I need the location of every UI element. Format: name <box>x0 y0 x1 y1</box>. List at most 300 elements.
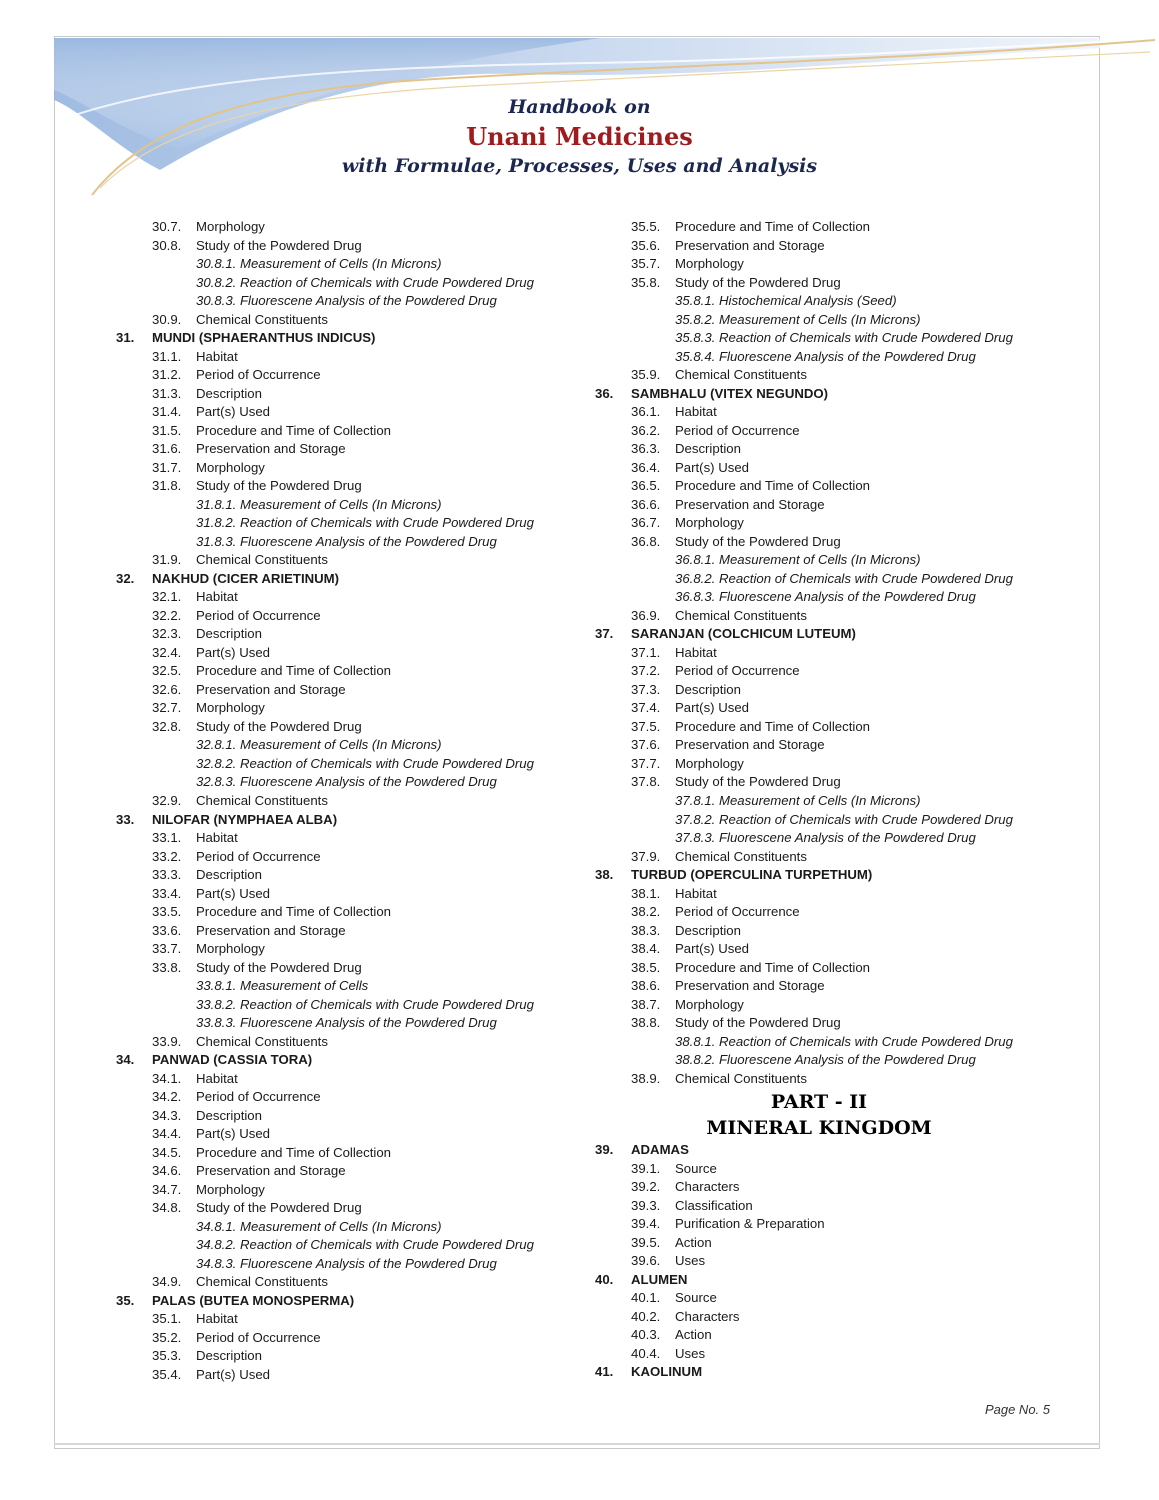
toc-entry-text: Part(s) Used <box>196 1366 271 1382</box>
toc-entry-text: Chemical Constituents <box>675 607 807 623</box>
toc-entry-text: 34.8.3. Fluorescene Analysis of the Powdered Drug <box>196 1255 497 1271</box>
toc-entry <box>110 848 590 867</box>
toc-entry <box>110 1310 590 1329</box>
toc-entry <box>110 829 590 848</box>
toc-entry-number: 37. <box>595 626 614 642</box>
toc-entry-number: 34.1. <box>152 1070 182 1086</box>
toc-entry-text: KAOLINUM <box>631 1364 703 1380</box>
toc-subentry <box>110 292 590 311</box>
toc-section-heading <box>110 329 590 348</box>
toc-entry <box>589 940 1069 959</box>
toc-entry-number: 35.6. <box>631 237 661 253</box>
toc-entry-text: Period of Occurrence <box>196 848 321 864</box>
toc-entry <box>589 1252 1069 1271</box>
toc-entry <box>110 237 590 256</box>
toc-entry <box>589 366 1069 385</box>
toc-entry <box>589 977 1069 996</box>
toc-entry-number: 31.1. <box>152 348 182 364</box>
toc-entry-number: 37.4. <box>631 700 661 716</box>
toc-entry-text: Description <box>675 922 741 938</box>
toc-entry-number: 32.6. <box>152 681 182 697</box>
toc-entry <box>589 959 1069 978</box>
toc-entry-text: 33.8.2. Reaction of Chemicals with Crude Powdered Drug <box>196 996 534 1012</box>
toc-subentry <box>589 588 1069 607</box>
toc-section-heading <box>589 385 1069 404</box>
toc-entry-number: 39. <box>595 1142 614 1158</box>
toc-entry-number: 39.3. <box>631 1197 661 1213</box>
toc-entry-text: Habitat <box>196 1311 238 1327</box>
toc-entry-text: MUNDI (SPHAERANTHUS INDICUS) <box>152 330 376 346</box>
toc-entry <box>589 459 1069 478</box>
toc-subentry <box>110 274 590 293</box>
toc-entry <box>110 885 590 904</box>
toc-entry-text: Part(s) Used <box>196 644 271 660</box>
toc-entry <box>110 385 590 404</box>
toc-entry-text: Chemical Constituents <box>196 311 328 327</box>
toc-entry-text: Preservation and Storage <box>675 978 825 994</box>
toc-entry-text: Period of Occurrence <box>675 663 800 679</box>
toc-entry-number: 40.2. <box>631 1308 661 1324</box>
toc-entry <box>110 1329 590 1348</box>
toc-entry <box>589 440 1069 459</box>
toc-entry-text: Preservation and Storage <box>196 441 346 457</box>
toc-entry <box>589 1178 1069 1197</box>
toc-entry-text: 30.8.3. Fluorescene Analysis of the Powdered Drug <box>196 293 497 309</box>
toc-entry-text: 36.8.2. Reaction of Chemicals with Crude Powdered Drug <box>675 570 1013 586</box>
toc-subentry <box>589 348 1069 367</box>
toc-entry <box>589 1215 1069 1234</box>
toc-entry-number: 34.8. <box>152 1200 182 1216</box>
toc-entry-number: 40.1. <box>631 1290 661 1306</box>
toc-entry <box>110 1181 590 1200</box>
toc-entry-text: 38.8.2. Fluorescene Analysis of the Powdered Drug <box>675 1052 976 1068</box>
toc-entry-number: 35.2. <box>152 1329 182 1345</box>
toc-entry-text: Preservation and Storage <box>675 237 825 253</box>
toc-entry-text: Part(s) Used <box>675 941 750 957</box>
toc-entry <box>110 1125 590 1144</box>
toc-entry-text: 32.8.1. Measurement of Cells (In Microns) <box>196 737 442 753</box>
toc-entry-number: 37.1. <box>631 644 661 660</box>
toc-entry-number: 37.9. <box>631 848 661 864</box>
toc-entry <box>110 1366 590 1385</box>
toc-entry-text: Procedure and Time of Collection <box>675 959 870 975</box>
toc-entry-text: Classification <box>675 1197 753 1213</box>
toc-entry-number: 38.1. <box>631 885 661 901</box>
toc-entry-number: 31.7. <box>152 459 182 475</box>
toc-entry-text: Description <box>196 867 262 883</box>
toc-subentry <box>110 736 590 755</box>
toc-entry <box>110 959 590 978</box>
toc-entry-text: 34.8.1. Measurement of Cells (In Microns) <box>196 1218 442 1234</box>
toc-entry <box>110 903 590 922</box>
toc-entry-number: 31.9. <box>152 552 182 568</box>
toc-entry-text: TURBUD (OPERCULINA TURPETHUM) <box>631 867 873 883</box>
toc-subentry <box>110 1236 590 1255</box>
toc-entry <box>110 792 590 811</box>
toc-entry-text: Habitat <box>675 644 717 660</box>
toc-entry <box>110 1088 590 1107</box>
toc-entry-text: Chemical Constituents <box>196 552 328 568</box>
toc-entry <box>589 403 1069 422</box>
toc-entry-number: 36.7. <box>631 515 661 531</box>
toc-section-heading <box>110 1051 590 1070</box>
toc-entry-number: 38.9. <box>631 1070 661 1086</box>
toc-entry-text: Part(s) Used <box>196 885 271 901</box>
toc-entry <box>110 1070 590 1089</box>
toc-entry-text: 31.8.1. Measurement of Cells (In Microns) <box>196 496 442 512</box>
toc-entry-number: 33.8. <box>152 959 182 975</box>
toc-entry-text: ALUMEN <box>631 1271 688 1287</box>
toc-entry-text: Period of Occurrence <box>675 904 800 920</box>
toc-entry-number: 36.2. <box>631 422 661 438</box>
toc-entry <box>589 718 1069 737</box>
toc-subentry <box>589 1033 1069 1052</box>
toc-entry-text: 31.8.2. Reaction of Chemicals with Crude Powdered Drug <box>196 515 534 531</box>
toc-entry-number: 38.4. <box>631 941 661 957</box>
toc-entry-text: Study of the Powdered Drug <box>196 1200 362 1216</box>
toc-entry-number: 32.3. <box>152 626 182 642</box>
toc-entry-number: 35.9. <box>631 367 661 383</box>
toc-entry-text: 30.8.2. Reaction of Chemicals with Crude Powdered Drug <box>196 274 534 290</box>
toc-entry-text: 37.8.3. Fluorescene Analysis of the Powdered Drug <box>675 830 976 846</box>
toc-entry <box>589 662 1069 681</box>
toc-subentry <box>110 977 590 996</box>
toc-entry-text: Preservation and Storage <box>675 737 825 753</box>
toc-entry-text: 33.8.1. Measurement of Cells <box>196 978 369 994</box>
toc-entry-number: 31.3. <box>152 385 182 401</box>
toc-subentry <box>589 292 1069 311</box>
toc-subentry <box>589 829 1069 848</box>
toc-entry <box>110 1273 590 1292</box>
toc-entry-text: Description <box>196 1107 262 1123</box>
toc-entry <box>589 255 1069 274</box>
toc-entry-number: 30.8. <box>152 237 182 253</box>
toc-entry-number: 36.6. <box>631 496 661 512</box>
toc-entry-number: 32. <box>116 570 135 586</box>
toc-entry-number: 38.3. <box>631 922 661 938</box>
toc-entry <box>110 1107 590 1126</box>
toc-entry-text: Study of the Powdered Drug <box>196 959 362 975</box>
toc-entry-text: SAMBHALU (VITEX NEGUNDO) <box>631 385 829 401</box>
toc-subentry <box>589 551 1069 570</box>
toc-entry-number: 38.2. <box>631 904 661 920</box>
toc-entry-number: 37.2. <box>631 663 661 679</box>
toc-section-heading <box>589 1141 1069 1160</box>
toc-entry <box>589 1308 1069 1327</box>
toc-entry <box>589 218 1069 237</box>
toc-entry-text: Habitat <box>196 1070 238 1086</box>
toc-entry-text: Study of the Powdered Drug <box>675 533 841 549</box>
toc-entry-text: Study of the Powdered Drug <box>675 274 841 290</box>
toc-entry-text: Morphology <box>675 515 744 531</box>
toc-entry-text: Preservation and Storage <box>196 922 346 938</box>
toc-entry-text: 36.8.1. Measurement of Cells (In Microns) <box>675 552 921 568</box>
toc-entry-text: 32.8.3. Fluorescene Analysis of the Powdered Drug <box>196 774 497 790</box>
toc-entry-number: 35. <box>116 1292 135 1308</box>
toc-entry-text: Characters <box>675 1179 740 1195</box>
toc-subentry <box>589 329 1069 348</box>
toc-entry-text: PALAS (BUTEA MONOSPERMA) <box>152 1292 355 1308</box>
toc-entry-text: 33.8.3. Fluorescene Analysis of the Powdered Drug <box>196 1015 497 1031</box>
toc-subentry <box>110 755 590 774</box>
toc-entry-number: 34. <box>116 1052 135 1068</box>
toc-entry-text: Source <box>675 1160 717 1176</box>
toc-entry-number: 39.5. <box>631 1234 661 1250</box>
toc-entry-number: 32.4. <box>152 644 182 660</box>
toc-entry <box>589 699 1069 718</box>
toc-entry-text: 35.8.4. Fluorescene Analysis of the Powdered Drug <box>675 348 976 364</box>
toc-entry <box>110 1144 590 1163</box>
footer-rule <box>54 1443 1100 1445</box>
toc-entry-number: 34.6. <box>152 1163 182 1179</box>
toc-entry-text: Part(s) Used <box>196 1126 271 1142</box>
toc-entry-text: Study of the Powdered Drug <box>196 478 362 494</box>
toc-subentry <box>110 533 590 552</box>
toc-subentry <box>589 792 1069 811</box>
toc-entry <box>589 755 1069 774</box>
toc-entry <box>110 662 590 681</box>
toc-entry-number: 40. <box>595 1271 614 1287</box>
toc-subentry <box>110 255 590 274</box>
toc-entry <box>589 1014 1069 1033</box>
toc-entry-text: Procedure and Time of Collection <box>196 422 391 438</box>
toc-entry-text: Habitat <box>196 830 238 846</box>
toc-entry <box>589 477 1069 496</box>
toc-entry-number: 34.4. <box>152 1126 182 1142</box>
toc-entry <box>589 644 1069 663</box>
toc-entry-text: 36.8.3. Fluorescene Analysis of the Powdered Drug <box>675 589 976 605</box>
toc-entry-text: ADAMAS <box>631 1142 689 1158</box>
toc-entry-number: 32.8. <box>152 718 182 734</box>
toc-entry-number: 41. <box>595 1364 614 1380</box>
toc-subentry <box>110 1014 590 1033</box>
toc-entry <box>589 1234 1069 1253</box>
toc-entry <box>589 903 1069 922</box>
toc-section-heading <box>589 1363 1069 1382</box>
toc-entry <box>110 588 590 607</box>
toc-entry-number: 33.3. <box>152 867 182 883</box>
toc-entry <box>110 1347 590 1366</box>
toc-entry-text: Procedure and Time of Collection <box>196 904 391 920</box>
title-line-1: Handbook on <box>508 96 651 118</box>
toc-entry-number: 34.2. <box>152 1089 182 1105</box>
toc-entry-number: 37.5. <box>631 718 661 734</box>
toc-entry <box>589 736 1069 755</box>
toc-subentry <box>110 514 590 533</box>
toc-entry-number: 33.6. <box>152 922 182 938</box>
toc-entry-number: 39.2. <box>631 1179 661 1195</box>
toc-entry <box>110 422 590 441</box>
toc-entry-number: 36. <box>595 385 614 401</box>
toc-subentry <box>589 1051 1069 1070</box>
toc-entry-number: 32.2. <box>152 607 182 623</box>
title-line-2: Unani Medicines <box>466 122 693 151</box>
toc-entry-text: Part(s) Used <box>675 700 750 716</box>
toc-entry <box>589 848 1069 867</box>
toc-entry-number: 34.7. <box>152 1181 182 1197</box>
toc-entry-text: Chemical Constituents <box>196 1033 328 1049</box>
toc-entry <box>110 551 590 570</box>
toc-entry-text: Procedure and Time of Collection <box>196 663 391 679</box>
toc-entry <box>589 922 1069 941</box>
toc-entry-text: Habitat <box>675 885 717 901</box>
toc-entry-number: 35.7. <box>631 256 661 272</box>
toc-entry-number: 37.3. <box>631 681 661 697</box>
toc-entry-number: 38.7. <box>631 996 661 1012</box>
toc-entry-number: 35.1. <box>152 1311 182 1327</box>
toc-entry <box>110 644 590 663</box>
toc-entry-number: 33.4. <box>152 885 182 901</box>
toc-entry-text: Description <box>196 626 262 642</box>
toc-entry <box>589 1326 1069 1345</box>
toc-entry <box>110 459 590 478</box>
handbook-title <box>0 94 1159 181</box>
toc-entry-number: 31.5. <box>152 422 182 438</box>
toc-entry <box>110 1199 590 1218</box>
toc-entry-text: Uses <box>675 1253 706 1269</box>
toc-entry <box>110 866 590 885</box>
toc-entry-text: Morphology <box>196 459 265 475</box>
toc-entry-text: Procedure and Time of Collection <box>675 718 870 734</box>
toc-entry-text: Morphology <box>675 996 744 1012</box>
toc-entry-text: Habitat <box>675 404 717 420</box>
toc-subentry <box>110 1255 590 1274</box>
page-number: Page No. 5 <box>984 1402 1050 1417</box>
toc-right-entries <box>589 218 1069 1088</box>
toc-entry <box>589 496 1069 515</box>
toc-entry-text: NILOFAR (NYMPHAEA ALBA) <box>152 811 338 827</box>
toc-entry-text: SARANJAN (COLCHICUM LUTEUM) <box>631 626 856 642</box>
toc-entry-number: 36.5. <box>631 478 661 494</box>
toc-entry-text: Period of Occurrence <box>196 1089 321 1105</box>
toc-entry <box>110 348 590 367</box>
toc-entry-text: 35.8.1. Histochemical Analysis (Seed) <box>675 293 897 309</box>
toc-entry <box>589 422 1069 441</box>
toc-entry-text: Purification & Preparation <box>675 1216 825 1232</box>
toc-entry-text: 35.8.3. Reaction of Chemicals with Crude Powdered Drug <box>675 330 1013 346</box>
toc-entry <box>110 218 590 237</box>
toc-entry-number: 33.1. <box>152 830 182 846</box>
toc-entry-text: 38.8.1. Reaction of Chemicals with Crude Powdered Drug <box>675 1033 1013 1049</box>
toc-entry-text: Chemical Constituents <box>675 1070 807 1086</box>
toc-entry-text: Chemical Constituents <box>675 848 807 864</box>
part-subtitle: MINERAL KINGDOM <box>706 1117 932 1140</box>
toc-entry-text: Study of the Powdered Drug <box>675 774 841 790</box>
toc-entry-text: 30.8.1. Measurement of Cells (In Microns) <box>196 256 442 272</box>
toc-entry-number: 30.7. <box>152 219 182 234</box>
toc-entry-number: 30.9. <box>152 311 182 327</box>
toc-entry-text: Description <box>675 441 741 457</box>
toc-left-column <box>110 218 590 1384</box>
toc-entry <box>589 607 1069 626</box>
toc-entry <box>110 403 590 422</box>
toc-entry <box>589 773 1069 792</box>
toc-entry-text: Morphology <box>675 755 744 771</box>
toc-entry <box>589 1289 1069 1308</box>
toc-section-heading <box>110 811 590 830</box>
toc-entry-text: PANWAD (CASSIA TORA) <box>152 1052 313 1068</box>
toc-entry-number: 31.4. <box>152 404 182 420</box>
toc-entry-text: Preservation and Storage <box>196 1163 346 1179</box>
toc-entry <box>589 885 1069 904</box>
toc-entry-text: Study of the Powdered Drug <box>675 1015 841 1031</box>
toc-entry-number: 31.8. <box>152 478 182 494</box>
toc-entry-text: Action <box>675 1234 712 1250</box>
toc-entry-text: NAKHUD (CICER ARIETINUM) <box>152 570 340 586</box>
toc-entry-number: 33.9. <box>152 1033 182 1049</box>
toc-entry-text: 32.8.2. Reaction of Chemicals with Crude Powdered Drug <box>196 755 534 771</box>
toc-entry-number: 35.5. <box>631 219 661 234</box>
toc-section-heading <box>589 625 1069 644</box>
toc-entry-text: Characters <box>675 1308 740 1324</box>
toc-entry-number: 35.8. <box>631 274 661 290</box>
toc-entry-number: 32.5. <box>152 663 182 679</box>
toc-entry-text: Morphology <box>675 256 744 272</box>
toc-entry-text: Procedure and Time of Collection <box>675 219 870 234</box>
toc-entry <box>589 681 1069 700</box>
toc-entry-text: Chemical Constituents <box>196 792 328 808</box>
toc-entry-text: Description <box>196 1348 262 1364</box>
toc-entry-number: 35.3. <box>152 1348 182 1364</box>
toc-entry <box>589 1197 1069 1216</box>
toc-entry <box>589 514 1069 533</box>
toc-entry-text: Part(s) Used <box>196 404 271 420</box>
toc-entry-text: Period of Occurrence <box>196 607 321 623</box>
toc-entry-number: 31.2. <box>152 367 182 383</box>
toc-entry-number: 32.9. <box>152 792 182 808</box>
toc-entry-number: 39.6. <box>631 1253 661 1269</box>
toc-entry-number: 37.8. <box>631 774 661 790</box>
toc-subentry <box>589 811 1069 830</box>
toc-entry <box>110 681 590 700</box>
toc-entry-number: 36.8. <box>631 533 661 549</box>
toc-entry-number: 35.4. <box>152 1366 182 1382</box>
toc-entry-number: 40.4. <box>631 1345 661 1361</box>
toc-entry <box>589 533 1069 552</box>
toc-entry-number: 37.7. <box>631 755 661 771</box>
toc-entry <box>110 1162 590 1181</box>
toc-entry-number: 36.3. <box>631 441 661 457</box>
toc-entry-text: Study of the Powdered Drug <box>196 237 362 253</box>
toc-entry-number: 34.9. <box>152 1274 182 1290</box>
toc-entry-text: Morphology <box>196 700 265 716</box>
toc-entry-number: 34.5. <box>152 1144 182 1160</box>
toc-entry-number: 36.1. <box>631 404 661 420</box>
toc-section-heading <box>589 1271 1069 1290</box>
toc-entry-number: 33.7. <box>152 941 182 957</box>
toc-subentry <box>589 311 1069 330</box>
toc-entry-text: Period of Occurrence <box>675 422 800 438</box>
toc-entry <box>110 718 590 737</box>
toc-section-heading <box>110 570 590 589</box>
toc-entry-text: 37.8.1. Measurement of Cells (In Microns) <box>675 792 921 808</box>
toc-entry <box>589 1160 1069 1179</box>
toc-entry <box>110 1033 590 1052</box>
toc-entry-number: 40.3. <box>631 1327 661 1343</box>
toc-section-heading <box>110 1292 590 1311</box>
toc-entry-text: 37.8.2. Reaction of Chemicals with Crude Powdered Drug <box>675 811 1013 827</box>
toc-entry-text: Morphology <box>196 219 265 234</box>
toc-entry-text: Study of the Powdered Drug <box>196 718 362 734</box>
toc-right-entries-after-part <box>589 1141 1069 1382</box>
toc-subentry <box>589 570 1069 589</box>
toc-entry-number: 34.3. <box>152 1107 182 1123</box>
toc-entry-text: Habitat <box>196 348 238 364</box>
toc-subentry <box>110 496 590 515</box>
toc-entry-text: Source <box>675 1290 717 1306</box>
toc-entry-number: 39.1. <box>631 1160 661 1176</box>
toc-entry-number: 38. <box>595 867 614 883</box>
